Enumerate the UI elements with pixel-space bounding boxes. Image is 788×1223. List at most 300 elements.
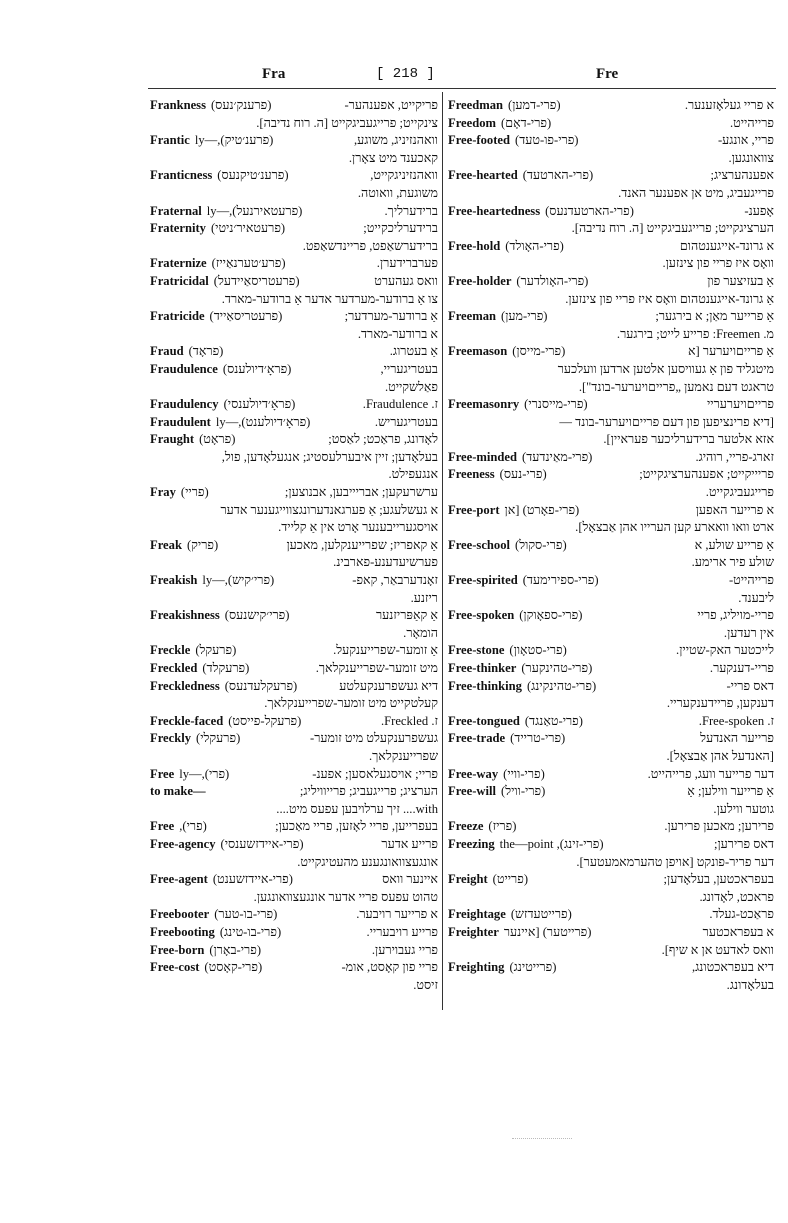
definition: פאַלשקייט. — [384, 379, 438, 394]
definition: דאס פרירען; — [713, 836, 774, 851]
definition: אַ קאַפּריזנער — [375, 608, 438, 623]
definition: אַ בעזיצער פון — [707, 273, 774, 288]
definition: זאָנדערבאַר, קאפ- — [352, 573, 438, 588]
dictionary-entry — [448, 309, 774, 327]
definition: וואָס איז פריי פון צינזען. — [662, 256, 774, 271]
pronunciation: (פרעטאירנעל),—ly — [206, 203, 303, 218]
headword: Free-agency — [150, 836, 216, 851]
headword: Freighting — [448, 960, 505, 975]
entry-continuation — [150, 555, 438, 573]
definition: א פריי געלאָזענער. — [684, 98, 774, 112]
dictionary-entry — [150, 362, 438, 380]
definition: קעלטקייט מיט זומער-שפרייענקלאך. — [264, 696, 438, 711]
entry-continuation — [448, 221, 774, 239]
dictionary-entry — [448, 661, 774, 679]
pronunciation: (פרי-מען) — [501, 309, 548, 324]
header-rule — [148, 88, 776, 89]
entry-continuation — [448, 327, 774, 345]
headword: Freckly — [150, 731, 192, 746]
dictionary-entry — [150, 415, 438, 433]
entry-continuation — [150, 978, 438, 996]
pronunciation: (פרי),—ly — [179, 766, 230, 781]
definition: לייכטער האק-שטיין. — [676, 643, 774, 658]
definition: אָפענ- — [744, 203, 774, 218]
headword: Free-spirited — [448, 573, 518, 588]
definition: פריי, אונגע- — [717, 133, 774, 148]
definition: [האנדעל אהן אַבצאָל]. — [666, 748, 774, 763]
definition: פרייהייט. — [730, 115, 774, 130]
definition: א ברודער-מארד. — [357, 326, 438, 341]
pronunciation: (פרעקל) — [195, 643, 237, 658]
dictionary-entry — [448, 925, 774, 943]
definition: דיא געשפרענקעלטע — [339, 678, 438, 693]
dictionary-entry — [448, 397, 774, 415]
dictionary-entry — [448, 204, 774, 222]
pronunciation: (פרי-מייסן) — [512, 344, 566, 359]
dictionary-entry — [448, 784, 774, 802]
headword: Freeze — [448, 819, 484, 834]
pronunciation: (פרי-דמען) — [508, 98, 561, 112]
definition: ברידערשאַפט, פריינדשאַפט. — [302, 238, 438, 253]
definition: משוגעת, וואוטה. — [357, 185, 438, 200]
definition: פרייגעביגקייט. — [705, 485, 774, 500]
headword: Free-born — [150, 942, 205, 957]
dictionary-entry — [448, 116, 774, 134]
definition: מיט זומער-שפרייענקלאך. — [315, 661, 438, 675]
dictionary-entry — [448, 573, 774, 591]
entry-continuation — [448, 256, 774, 274]
definition: אַ פרייער מאַן; א בירגער; — [655, 309, 774, 324]
definition: ארט וואו וואארע קען הערייו אהן אַבצאָל]. — [575, 520, 774, 535]
dictionary-entry — [448, 133, 774, 151]
definition: מ. Freemen: פרייע לייט; בירגער. — [616, 326, 774, 341]
definition: זארג-פריי, רוהיג. — [695, 449, 774, 464]
pronunciation: (פראָ׳דיולענט),—ly — [215, 414, 311, 429]
dictionary-entry — [150, 661, 438, 679]
dictionary-entry — [150, 344, 438, 362]
headword: Frankness — [150, 98, 206, 112]
headword: Free-minded — [448, 449, 518, 464]
entry-continuation — [448, 380, 774, 398]
dictionary-entry — [448, 907, 774, 925]
pronunciation: (פרעקלד) — [202, 661, 250, 675]
definition: וואס געהערט — [374, 273, 438, 288]
headword: Freezing — [448, 836, 495, 851]
guide-word-left: Fra — [262, 66, 286, 82]
entry-continuation — [448, 749, 774, 767]
headword: Freedom — [448, 115, 497, 130]
dictionary-entry — [448, 239, 774, 257]
definition: פראכט, לאָדונג. — [699, 889, 774, 904]
dictionary-entry — [150, 872, 438, 890]
entry-continuation — [448, 626, 774, 644]
scan-mark — [512, 1138, 572, 1139]
definition: אַ בעטרוג. — [389, 344, 438, 359]
headword: Free-port — [448, 502, 500, 517]
entry-continuation — [150, 116, 438, 134]
pronunciation: (פרעטאיר׳ניטי) — [210, 221, 286, 236]
pronunciation: (פרי-זינג), the—point — [499, 836, 604, 851]
definition: ריזנע. — [410, 590, 438, 605]
dictionary-entry — [150, 643, 438, 661]
definition: לאָדונג, פראַכט; לאַסט; — [328, 432, 438, 447]
definition: איינער וואס — [382, 872, 438, 887]
dictionary-entry — [448, 872, 774, 890]
entry-continuation — [448, 696, 774, 714]
headword: Freckle — [150, 643, 191, 658]
dictionary-entry — [150, 204, 438, 222]
pronunciation: (פרי׳קישנעס) — [224, 608, 290, 623]
pronunciation: (פראָט) — [199, 432, 236, 447]
pronunciation: (פרעטריסאַייד) — [209, 309, 283, 324]
pronunciation: (פרי-פאָרט) [אן — [504, 502, 580, 517]
definition: פריי געבוירען. — [371, 942, 438, 957]
headword: Free-tongued — [448, 713, 520, 728]
pronunciation: (פרי-מייסנרי) — [524, 397, 588, 412]
headword: Fraudulency — [150, 397, 219, 412]
dictionary-entry — [150, 274, 438, 292]
definition: גוטער ווילען. — [713, 801, 774, 816]
entry-continuation — [448, 485, 774, 503]
pronunciation: (פרי-טהינקינג) — [526, 678, 597, 693]
dictionary-entry — [150, 309, 438, 327]
headword: Franticness — [150, 168, 213, 183]
definition: א בעפראכטער — [702, 924, 774, 939]
definition: מיטגליד פון אַ געוויסען אלטען ארדען וועלכער — [557, 361, 774, 376]
definition: פרייע רויבעריי. — [366, 924, 438, 939]
pronunciation: (פרי-קאָסט) — [204, 960, 263, 975]
definition: ז. Fraudulence. — [362, 397, 438, 412]
definition: פריייקייט; אפענהערציגקייט; — [639, 467, 774, 482]
pronunciation: (פרי-פו-טעד) — [515, 133, 579, 148]
pronunciation: (פרייטינג) — [509, 960, 557, 975]
dictionary-entry — [150, 573, 438, 591]
definition: בעפראכטען, בעלאָדען; — [663, 872, 774, 887]
definition: א גרונד-אייגענטהום — [679, 238, 774, 253]
headword: Fraught — [150, 432, 195, 447]
headword: Free-spoken — [448, 608, 515, 623]
pronunciation: (פרי-איידזשענט) — [212, 872, 293, 887]
pronunciation: (פרי-סקול) — [515, 537, 567, 552]
headword: Fraternize — [150, 256, 207, 271]
definition: דענקען, פריידענקעריי. — [666, 696, 774, 711]
pronunciation: (פרי-טאַנגד) — [524, 713, 583, 728]
definition: אפענהערציג; — [710, 168, 774, 183]
definition: פריי-מויליג, פריי — [697, 608, 774, 623]
pronunciation: (פרייט) — [492, 872, 529, 887]
definition: טראגט דעם נאמען „פרייםויערער-בונד"]. — [578, 379, 774, 394]
dictionary-entry — [150, 925, 438, 943]
entry-continuation — [448, 978, 774, 996]
pronunciation: (פרי-הארטעד) — [522, 168, 594, 183]
left-column — [150, 98, 438, 995]
definition: [דיא פרינציפען פון דעם פרייםויערער-בונד — — [559, 414, 774, 429]
headword: Freightage — [448, 907, 506, 922]
entry-continuation — [150, 696, 438, 714]
entry-continuation — [150, 591, 438, 609]
definition: פרייהייט- — [728, 573, 774, 588]
pronunciation: (פרענ׳טיק),—ly — [194, 133, 274, 148]
pronunciation: (פרי-האָולד) — [505, 238, 564, 253]
dictionary-entry — [150, 221, 438, 239]
headword: Fraud — [150, 344, 184, 359]
entry-continuation — [150, 186, 438, 204]
dictionary-entry — [150, 485, 438, 503]
definition: קאכענד מיט צאָרן. — [348, 150, 438, 165]
definition: פערברידערן. — [376, 256, 438, 271]
definition: א געשלעגע; אַ פערגאנדערונגצווייגענער אדער — [220, 502, 438, 517]
headword: Freckled — [150, 661, 198, 675]
pronunciation: (פרענק׳נעס) — [210, 98, 272, 112]
dictionary-entry — [448, 960, 774, 978]
headword: Freckledness — [150, 678, 220, 693]
dictionary-entry — [150, 784, 438, 802]
definition: וואהנזיניג, משוגע, — [353, 133, 438, 148]
definition: דער פריר-פונקט [אויפן טהערמאמעטער]. — [576, 854, 774, 869]
definition: אַ פרייםויערער [א — [687, 344, 774, 359]
definition: א פרייער האפען — [695, 502, 774, 517]
headword: Free-hold — [448, 238, 501, 253]
definition: אַ ברודער-מערדער; — [344, 309, 438, 324]
headword: Freeman — [448, 309, 497, 324]
definition: פרייגעביג, מיט אן אפענער האנד. — [618, 185, 774, 200]
definition: צוואונגען. — [728, 150, 774, 165]
entry-continuation — [448, 520, 774, 538]
definition: בעפרייען, פריי לאָזען, פריי מאַכען; — [275, 819, 438, 834]
headword: Fray — [150, 485, 176, 500]
pronunciation: (פרענ׳טיקנעס) — [217, 168, 289, 183]
dictionary-entry — [150, 98, 438, 116]
dictionary-entry — [150, 714, 438, 732]
definition: הומאָר. — [403, 625, 438, 640]
dictionary-entry — [448, 679, 774, 697]
definition: אַ זומער-שפרייענקעל. — [333, 643, 438, 658]
definition: פראַכט-געלד. — [709, 907, 774, 922]
definition: בעטריגעריש. — [374, 414, 438, 429]
dictionary-entry — [150, 397, 438, 415]
definition: שפרייענקלאך. — [368, 748, 438, 763]
dictionary-entry — [448, 608, 774, 626]
pronunciation: (פרייטעדזש) — [510, 907, 572, 922]
definition: אַ פרייע שולע, א — [694, 537, 774, 552]
definition: אויסגערייבענער אָרט אין אַ קלייד. — [278, 520, 438, 535]
pronunciation: (פריק) — [186, 537, 219, 552]
pronunciation: (פרי-סטאָון) — [509, 643, 567, 658]
headword: Fraudulent — [150, 414, 211, 429]
definition: בעלאָדונג. — [726, 977, 774, 992]
dictionary-entry — [448, 643, 774, 661]
entry-continuation — [448, 591, 774, 609]
definition: ליבענד. — [738, 590, 774, 605]
pronunciation: (פרע׳טערנאַייז) — [211, 256, 286, 271]
definition: פריי-דענקער. — [709, 661, 774, 675]
pronunciation: (פרעקלעדנעס) — [224, 678, 298, 693]
dictionary-entry — [150, 767, 438, 785]
dictionary-entry — [448, 503, 774, 521]
headword: Freebooting — [150, 924, 215, 939]
pronunciation: (פרעקלי) — [196, 731, 241, 746]
definition: זיסט. — [413, 977, 438, 992]
dictionary-entry — [448, 98, 774, 116]
definition: ערשרעקען; אבריייבען, אבנוצען; — [284, 485, 438, 500]
headword: Freeness — [448, 467, 495, 482]
dictionary-entry — [448, 837, 774, 855]
definition: ברידערליכקייט; — [363, 221, 438, 236]
definition: ברידערליך. — [384, 203, 438, 218]
definition: הערציג; פרייגעביג; פרייוויליג; — [299, 784, 438, 799]
dictionary-entry — [150, 679, 438, 697]
entry-continuation — [448, 943, 774, 961]
dictionary-entry — [448, 767, 774, 785]
entry-continuation — [150, 855, 438, 873]
definition: טהוט עפעס פריי אדער אונגעצוואונגען. — [253, 889, 438, 904]
headword: Free-holder — [448, 273, 512, 288]
headword: Freckle-faced — [150, 713, 224, 728]
pronunciation: (פרי-וויי) — [503, 766, 545, 781]
entry-continuation — [150, 802, 438, 820]
pronunciation: (פרי-וויל) — [501, 784, 546, 799]
headword: Free-heartedness — [448, 203, 541, 218]
definition: פריי פון קאָסט, אומ- — [341, 960, 438, 975]
entry-continuation — [150, 450, 438, 468]
entry-continuation — [448, 802, 774, 820]
definition: וואס לאדעט אן א שיף]. — [661, 942, 774, 957]
entry-continuation — [150, 626, 438, 644]
dictionary-entry — [448, 538, 774, 556]
headword: Freemasonry — [448, 397, 520, 412]
entry-continuation — [150, 239, 438, 257]
definition: אַ קאפריז; שפרייענקלען, מאכען — [286, 537, 438, 552]
pronunciation: (פרי-טהינקער) — [521, 661, 593, 675]
pronunciation: (פרעטריסאַיידעל) — [213, 273, 300, 288]
entry-continuation — [150, 380, 438, 398]
headword: Free-footed — [448, 133, 511, 148]
entry-continuation — [150, 327, 438, 345]
entry-continuation — [448, 292, 774, 310]
dictionary-entry — [150, 168, 438, 186]
definition: פרייע אדער — [381, 836, 438, 851]
pronunciation: (פרי-ספירימעד) — [522, 573, 599, 588]
entry-continuation — [150, 151, 438, 169]
dictionary-entry — [448, 714, 774, 732]
dictionary-entry — [150, 432, 438, 450]
pronunciation: (פרעקל-פייסט) — [228, 713, 302, 728]
pronunciation: (פרי-טרייד) — [510, 731, 566, 746]
entry-continuation — [150, 292, 438, 310]
dictionary-entry — [150, 943, 438, 961]
headword: Freedman — [448, 98, 504, 112]
definition: דאס פריי- — [726, 678, 774, 693]
headword: Freak — [150, 537, 182, 552]
dictionary-entry — [448, 819, 774, 837]
headword: Fraudulence — [150, 361, 218, 376]
definition: פרייםויערעריי — [706, 397, 774, 412]
definition: אנגעפילט. — [388, 467, 438, 482]
entry-continuation — [150, 467, 438, 485]
pronunciation: (פרי-מאַינדעד) — [522, 449, 593, 464]
definition: וואהנזיניגקייט, — [370, 168, 438, 183]
headword: Frantic — [150, 133, 190, 148]
pronunciation: (פריז) — [488, 819, 517, 834]
definition: פערשיעדענע-פארבינ. — [333, 555, 438, 570]
pronunciation: (פראָ׳דיולענסי) — [223, 397, 296, 412]
headword: Freight — [448, 872, 488, 887]
definition: פרייער האנדעל — [700, 731, 774, 746]
headword: Fraternity — [150, 221, 206, 236]
headword: Freakish — [150, 573, 198, 588]
headword: Free — [150, 819, 175, 834]
pronunciation: (פרי-באָרן) — [209, 942, 262, 957]
dictionary-entry — [448, 344, 774, 362]
headword: Fraternal — [150, 203, 202, 218]
definition: ז. Free-spoken. — [698, 713, 774, 728]
pronunciation: (פראָד) — [188, 344, 224, 359]
definition: געשפרענקעלט מיט זומער- — [310, 731, 438, 746]
pronunciation: (פרי-בו-טער) — [214, 907, 278, 922]
headword: Freighter — [448, 924, 499, 939]
pronunciation: (פרי-האָולדער) — [516, 273, 589, 288]
definition: פריי; אויסגעלאסען; אפענ- — [312, 766, 438, 781]
dictionary-entry — [150, 133, 438, 151]
headword: Free-cost — [150, 960, 200, 975]
headword: Freebooter — [150, 907, 210, 922]
definition: פרירען; מאכען פרירען. — [664, 819, 774, 834]
pronunciation: (פרי-דאָם) — [501, 115, 552, 130]
dictionary-entry — [448, 168, 774, 186]
definition: א פרייער רויבער. — [356, 907, 438, 922]
pronunciation: (פרי-נעס) — [499, 467, 547, 482]
dictionary-entry — [150, 256, 438, 274]
dictionary-entry — [150, 538, 438, 556]
headword: Fratricide — [150, 309, 205, 324]
pronunciation: (פריי) — [180, 485, 209, 500]
pronunciation: (פרי), — [179, 819, 207, 834]
definition: אַ פרייער ווילען; אַ — [687, 784, 774, 799]
dictionary-entry — [448, 731, 774, 749]
definition: צו אַ ברודער-מערדער אדער אַ ברודער-מארד. — [221, 291, 438, 306]
headword: Free-way — [448, 766, 499, 781]
entry-continuation — [448, 151, 774, 169]
entry-continuation — [448, 890, 774, 908]
definition: אַ גרונד-אייגענטהום וואָס איז פריי פון צינזען. — [565, 291, 774, 306]
entry-continuation — [448, 432, 774, 450]
definition: פריקייט, אפענהער- — [344, 98, 438, 112]
dictionary-entry — [448, 274, 774, 292]
headword: Free-stone — [448, 643, 505, 658]
entry-continuation — [448, 186, 774, 204]
pronunciation: (פרי׳קיש),—ly — [202, 573, 275, 588]
dictionary-entry — [150, 731, 438, 749]
entry-continuation — [448, 855, 774, 873]
definition: בעלאָדען; זיין איבערלעסטיג; אנגעלאָדען, פול, — [221, 449, 438, 464]
dictionary-entry — [150, 837, 438, 855]
dictionary-entry — [150, 907, 438, 925]
headword: Free — [150, 766, 175, 781]
headword: Free-school — [448, 537, 511, 552]
headword: Free-trade — [448, 731, 506, 746]
guide-word-right: Fre — [596, 66, 619, 82]
definition: ז. Freckled. — [380, 713, 438, 728]
definition: דער פרייער וועג, פרייהייט. — [647, 766, 774, 781]
headword: Free-thinker — [448, 661, 517, 675]
headword: Free-will — [448, 784, 497, 799]
headword: Free-hearted — [448, 168, 518, 183]
pronunciation: (פרי-איידזשענסי) — [220, 836, 304, 851]
definition: בעטריגעריי, — [380, 361, 438, 376]
page-number: [ 218 ] — [376, 66, 435, 82]
pronunciation: (פרייטער) [איינער — [503, 924, 592, 939]
definition: אונגעצוואונגענע מהעטיגקייט. — [297, 854, 438, 869]
